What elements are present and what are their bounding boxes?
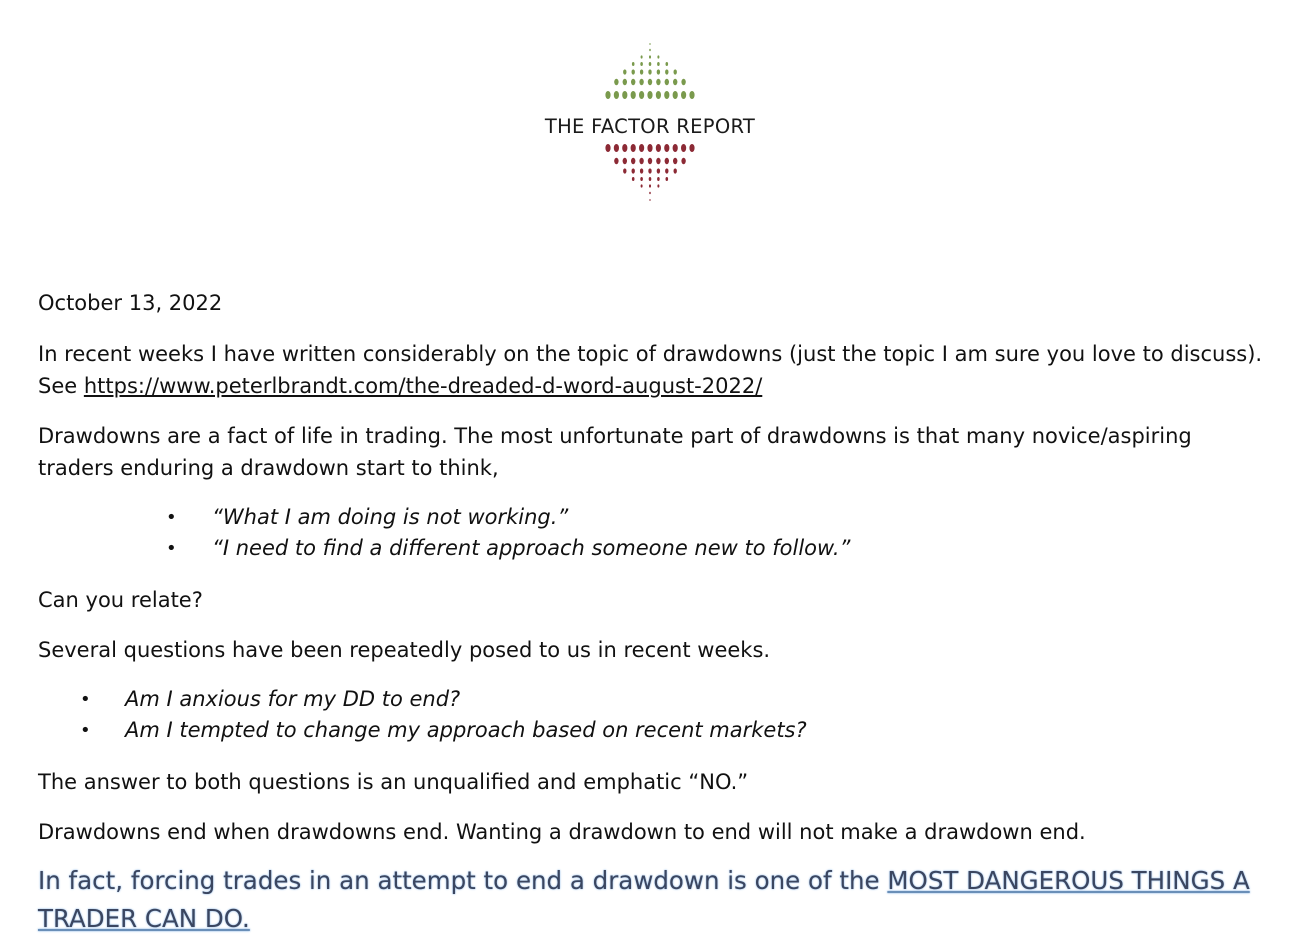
logo-dot [674, 69, 677, 74]
logo-dot [689, 144, 694, 152]
list-item [38, 684, 1268, 715]
logo-dot [689, 91, 694, 99]
logo-dot [622, 91, 627, 99]
logo-dot [647, 91, 652, 99]
logo-text: THE FACTOR REPORT [544, 115, 756, 138]
logo-dot [648, 69, 651, 74]
logo-dot [632, 168, 635, 173]
logo-top-dots [605, 43, 694, 99]
logo-dot [657, 55, 659, 58]
list-item [38, 715, 1268, 746]
logo-dot [622, 144, 627, 152]
logo-dot [639, 144, 644, 152]
logo-dot [605, 91, 610, 99]
logo-dot [631, 79, 635, 85]
emphasis-text: In fact, forcing trades in an attempt to end a drawdown is one of the [38, 866, 888, 895]
logo-dot [681, 144, 686, 152]
logo-dot [673, 158, 677, 164]
logo-dot [640, 168, 643, 173]
logo-dot [657, 62, 660, 66]
list-item [38, 502, 1268, 533]
logo-dot [657, 69, 660, 74]
logo-dot [656, 158, 660, 164]
quote-text: “I need to find a different approach someone new to follow.” [212, 536, 851, 560]
question-text: Am I tempted to change my approach based on recent markets? [125, 718, 807, 742]
logo-dot [681, 158, 685, 164]
logo-dot [665, 69, 668, 74]
logo-dot [656, 79, 660, 85]
logo-graphic [530, 40, 770, 215]
article-body [38, 287, 1268, 938]
logo-dot [656, 91, 661, 99]
emphasis-paragraph [38, 862, 1268, 938]
logo-dot [632, 62, 635, 66]
logo-dot [649, 199, 650, 201]
relate-paragraph: Can you relate? [38, 588, 203, 612]
logo-dot [614, 158, 618, 164]
logo-dot [647, 144, 652, 152]
intro-text: In recent weeks I have written considerably on the topic of drawdowns (just the topic I am sure you love to discuss). See [38, 342, 1263, 398]
logo-dot [649, 55, 651, 58]
logo-dot [649, 62, 652, 66]
logo-dot [665, 168, 668, 173]
logo-dot [649, 43, 650, 45]
logo-dot [657, 168, 660, 173]
logo-dot [665, 158, 669, 164]
logo-dot [623, 168, 626, 173]
article-link[interactable]: https://www.peterlbrandt.com/the-dreaded-d-word-august-2022/ [83, 374, 763, 398]
question-text: Am I anxious for my DD to end? [125, 687, 461, 711]
logo-dot [614, 79, 618, 85]
logo-dot [674, 168, 677, 173]
logo-dot [640, 177, 643, 181]
bullet-icon: • [166, 507, 177, 528]
logo-dot [666, 177, 669, 181]
drawdown-paragraph: Drawdowns are a fact of life in trading. The most unfortunate part of drawdowns is that many novice/aspiring traders enduring a drawdown start to think, [38, 424, 1192, 480]
logo-dot [632, 177, 635, 181]
logo-dot [623, 69, 626, 74]
questions-list [38, 684, 1268, 746]
logo-dot [631, 91, 636, 99]
logo-dot [639, 79, 643, 85]
logo-dot [657, 177, 660, 181]
logo-dot [631, 158, 635, 164]
logo-dot [631, 144, 636, 152]
factor-report-logo [0, 40, 1300, 215]
logo-dot [666, 62, 669, 66]
logo-dot [623, 158, 627, 164]
logo-dot [649, 184, 651, 187]
bullet-icon: • [166, 538, 177, 559]
logo-dot [664, 91, 669, 99]
logo-dot [632, 69, 635, 74]
emphasis-underlined-text: MOST DANGEROUS THINGS A TRADER CAN DO. [38, 866, 1250, 933]
logo-dot [673, 91, 678, 99]
logo-dot [639, 158, 643, 164]
drawdowns-end-paragraph: Drawdowns end when drawdowns end. Wanting a drawdown to end will not make a drawdown end. [38, 820, 1086, 844]
logo-dot [665, 79, 669, 85]
logo-dot [649, 177, 652, 181]
logo-dot [657, 184, 659, 187]
logo-dot [673, 144, 678, 152]
bullet-icon: • [80, 689, 91, 710]
logo-dot [656, 144, 661, 152]
logo-dot [681, 79, 685, 85]
logo-dot [605, 144, 610, 152]
quote-text: “What I am doing is not working.” [212, 505, 569, 529]
logo-dot [673, 79, 677, 85]
logo-dot [664, 144, 669, 152]
logo-dot [614, 144, 619, 152]
intro-paragraph [38, 338, 1268, 402]
logo-dot [648, 158, 652, 164]
article-date: October 13, 2022 [38, 291, 223, 315]
list-item [38, 533, 1268, 564]
logo-dot [640, 62, 643, 66]
logo-dot [641, 55, 643, 58]
logo-dot [648, 79, 652, 85]
logo-dot [623, 79, 627, 85]
bullet-icon: • [80, 720, 91, 741]
answer-paragraph: The answer to both questions is an unqualified and emphatic “NO.” [38, 770, 749, 794]
logo-dot [649, 49, 651, 51]
logo-bottom-dots [605, 144, 694, 201]
trader-thoughts-list [38, 502, 1268, 564]
logo-dot [640, 69, 643, 74]
questions-intro-paragraph: Several questions have been repeatedly posed to us in recent weeks. [38, 638, 771, 662]
logo-dot [649, 192, 651, 194]
logo-dot [639, 91, 644, 99]
logo-dot [614, 91, 619, 99]
logo-dot [648, 168, 651, 173]
logo-dot [641, 184, 643, 187]
logo-dot [681, 91, 686, 99]
